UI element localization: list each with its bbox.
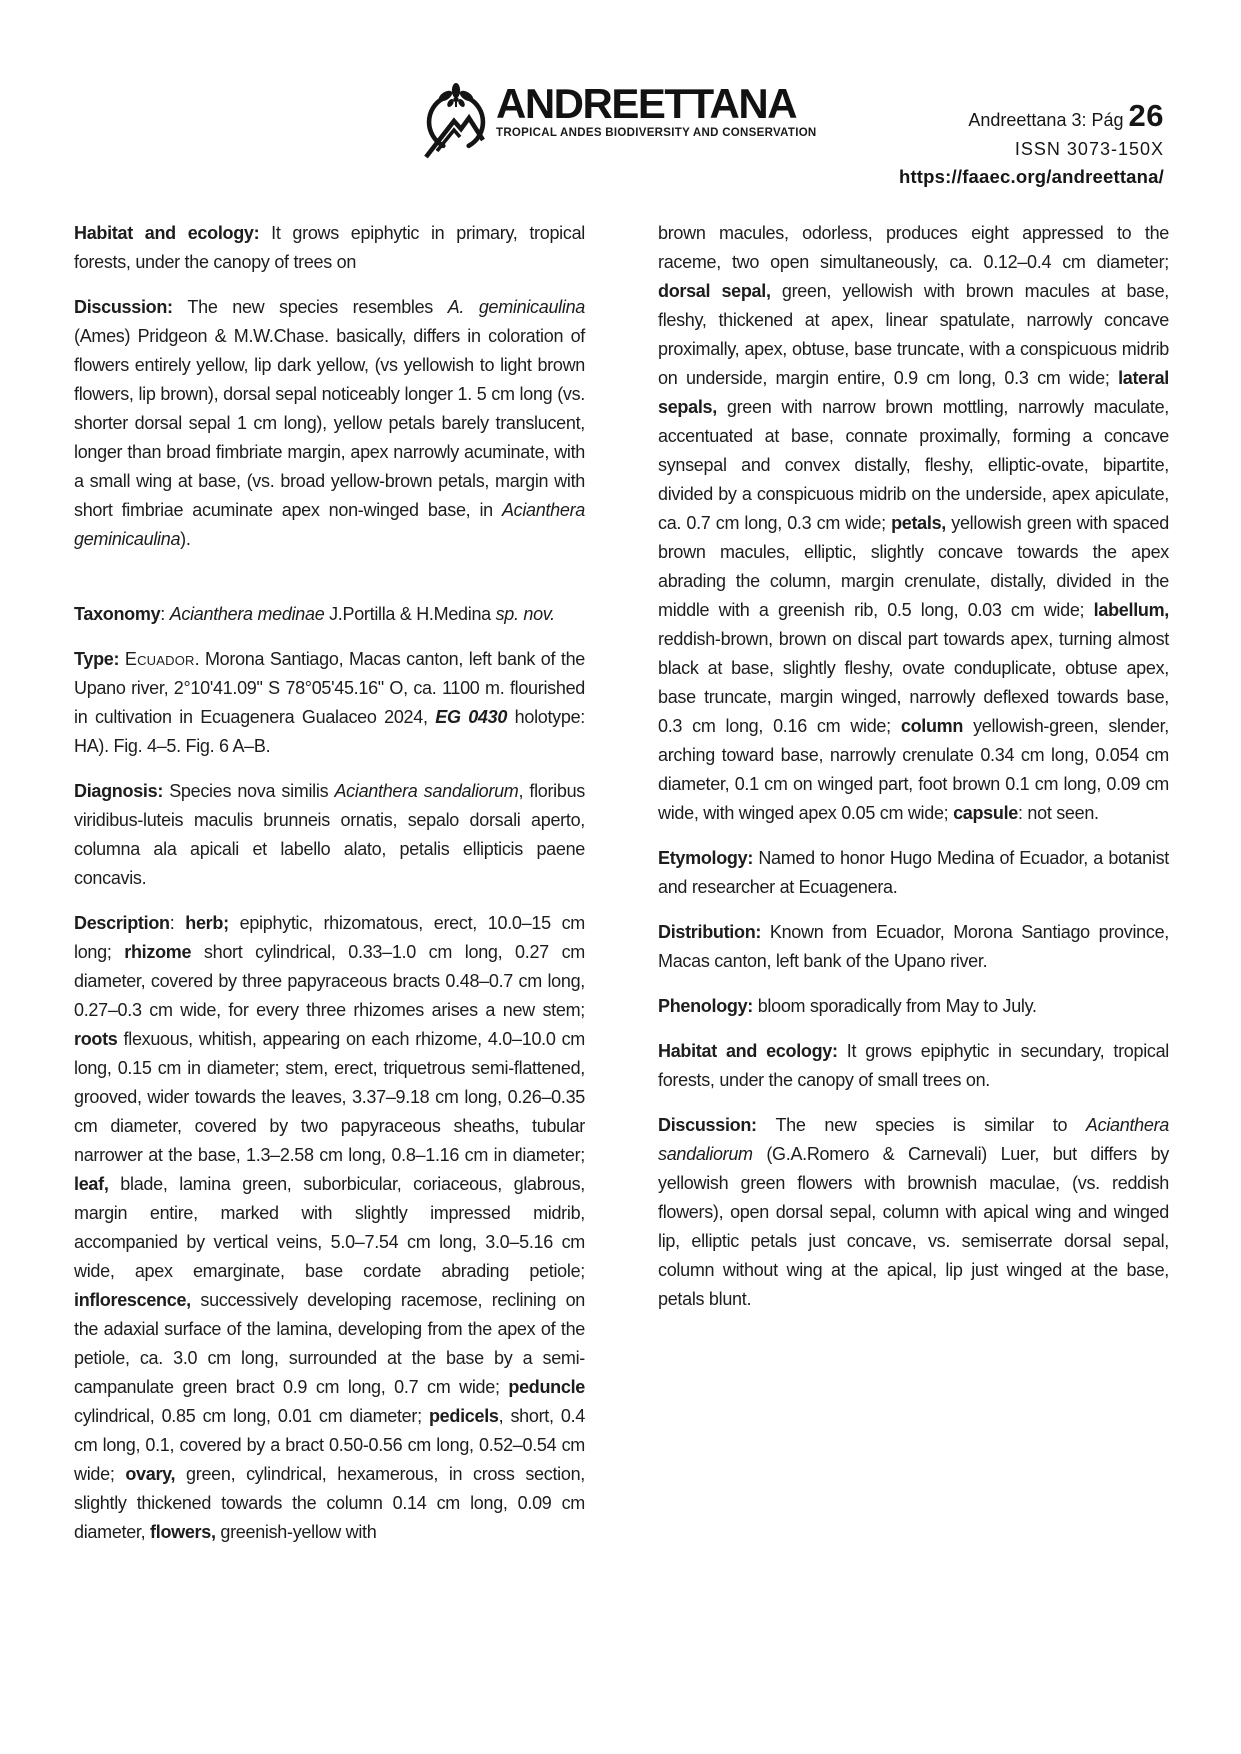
text-run: (G.A.Romero & Carnevali) Luer, but differs by yellowish green flowers with brownish maculae, (vs. reddish flowers), open dorsal sepal, column with apical wing and winged lip, elliptic petals just concave, vs. semiserrate dorsal sepal, column without wing at the apical, lip just winged at the base, petals blunt. <box>658 1144 1169 1309</box>
text-run: yellowish green with spaced brown macules, elliptic, slightly concave towards the apex abrading the column, margin crenulate, distally, divided in the middle with a greenish rib, 0.5 long, 0.03 cm wide; <box>658 513 1169 620</box>
issn: ISSN 3073-150X <box>1014 139 1164 159</box>
orchid-mountain-logo-icon <box>421 82 491 160</box>
text-run: Habitat and ecology: <box>658 1041 847 1061</box>
section-diagnosis <box>74 777 585 893</box>
text-run: Description <box>74 913 170 933</box>
section-description <box>74 909 585 1547</box>
issue-label: Andreettana 3: Pág <box>968 110 1124 130</box>
text-run: : not seen. <box>1018 803 1099 823</box>
text-run: Acianthera medinae <box>169 604 325 624</box>
text-run: Distribution: <box>658 922 770 942</box>
text-run: Etymology: <box>658 848 759 868</box>
journal-url[interactable]: https://faaec.org/andreettana/ <box>898 166 1164 187</box>
journal-tagline: TROPICAL ANDES BIODIVERSITY AND CONSERVATION <box>496 127 817 139</box>
text-run: rhizome <box>124 942 192 962</box>
section-habitat-ecology-secondary <box>658 1037 1169 1095</box>
text-run: cylindrical, 0.85 cm long, 0.01 cm diameter; <box>74 1406 429 1426</box>
text-run: roots <box>74 1029 118 1049</box>
text-run: Taxonomy <box>74 604 161 624</box>
text-run: dorsal sepal, <box>658 281 771 301</box>
text-run: epiphytic, rhizomatous, erect, 10.0–15 cm long; <box>74 913 586 962</box>
journal-wordmark: ANDREETTANA <box>496 80 797 127</box>
text-run: ). <box>180 529 191 549</box>
left-column <box>74 219 585 1563</box>
section-discussion-first <box>74 293 585 554</box>
text-run: Acianthera sandaliorum <box>658 1115 1169 1164</box>
text-run: yellowish-green, slender, arching toward base, narrowly crenulate 0.34 cm long, 0.054 cm diameter, 0.1 cm on winged part, foot brown 0.1 cm long, 0.09 cm wide, with winged apex 0.05 cm wide; <box>658 716 1169 823</box>
text-run: The new species resembles <box>187 297 448 317</box>
text-run: . Morona Santiago, Macas canton, left bank of the Upano river, 2°10'41.09" S 78°05'45.16" O, ca. 1100 m. flourished in cultivation in Ecuagenera Gualaceo 2024, <box>74 649 585 727</box>
logo-text <box>496 82 817 139</box>
text-run: The new species is similar to <box>775 1115 1086 1135</box>
text-run: Species nova similis <box>169 781 335 801</box>
text-run: blade, lamina green, suborbicular, coriaceous, glabrous, margin entire, marked with slightly impressed midrib, accompanied by vertical veins, 5.0–7.54 cm long, 3.0–5.16 cm wide, apex emarginate, base cordate abrading petiole; <box>74 1174 585 1281</box>
section-etymology <box>658 844 1169 902</box>
text-run: sp. nov. <box>495 604 555 624</box>
text-run: Discussion: <box>74 297 188 317</box>
text-run: Ecuador <box>124 649 195 669</box>
section-distribution <box>658 918 1169 976</box>
text-run: greenish-yellow with <box>215 1522 377 1542</box>
text-run: green, cylindrical, hexamerous, in cross section, slightly thickened towards the column 0.14 cm long, 0.09 cm diameter, <box>74 1464 585 1542</box>
text-run: flexuous, whitish, appearing on each rhizome, 4.0–10.0 cm long, 0.15 cm in diameter; stem, erect, triquetrous semi-flattened, grooved, wider towards the leaves, 3.37–9.18 cm long, 0.26–0.35 cm diameter, covered by two papyraceous sheaths, tubular narrower at the base, 1.3–2.58 cm long, 0.8–1.16 cm in diameter; <box>74 1029 585 1165</box>
text-run: inflorescence, <box>74 1290 191 1310</box>
text-run: flowers, <box>150 1522 216 1542</box>
section-type <box>74 645 585 761</box>
text-run: successively developing racemose, reclining on the adaxial surface of the lamina, developing from the apex of the petiole, ca. 3.0 cm long, surrounded at the base by a semi-campanulate green bract 0.9 cm long, 0.7 cm wide; <box>74 1290 585 1397</box>
text-run: It grows epiphytic in primary, tropical forests, under the canopy of trees on <box>74 223 585 272</box>
page-number: 26 <box>1128 98 1164 133</box>
text-run: J.Portilla & H.Medina <box>324 604 496 624</box>
text-run: It grows epiphytic in secundary, tropical forests, under the canopy of small trees on. <box>658 1041 1169 1090</box>
text-run: ovary, <box>125 1464 176 1484</box>
journal-logo <box>421 82 817 160</box>
text-run: Acianthera geminicaulina <box>74 500 585 549</box>
text-run: , short, 0.4 cm long, 0.1, covered by a bract 0.50-0.56 cm long, 0.52–0.54 cm wide; <box>74 1406 585 1484</box>
text-run: labellum, <box>1093 600 1169 620</box>
text-run: reddish-brown, brown on discal part towards apex, turning almost black at base, slightly fleshy, ovate conduplicate, obtuse apex, base truncate, margin winged, narrowly deflexed towards base, 0.3 cm long, 0.16 cm wide; <box>658 629 1169 736</box>
text-run: bloom sporadically from May to July. <box>757 996 1037 1016</box>
text-run: Type: <box>74 649 125 669</box>
section-phenology <box>658 992 1169 1021</box>
text-run: column <box>900 716 964 736</box>
text-run: Diagnosis: <box>74 781 170 801</box>
text-run: : <box>169 913 186 933</box>
section-taxonomy <box>74 600 585 629</box>
right-column <box>658 219 1169 1330</box>
text-run: peduncle <box>508 1377 585 1397</box>
text-run: brown macules, odorless, produces eight appressed to the raceme, two open simultaneously, ca. 0.12–0.4 cm diameter; <box>658 223 1169 272</box>
text-run: (Ames) Pridgeon & M.W.Chase. basically, differs in coloration of flowers entirely yellow, lip dark yellow, (vs yellowish to light brown flowers, lip brown), dorsal sepal noticeably longer 1. 5 cm long (vs. shorter dorsal sepal 1 cm long), yellow petals barely translucent, longer than broad fimbriate margin, apex narrowly acuminate, with a small wing at base, (vs. broad yellow-brown petals, margin with short fimbriae acuminate apex non-winged base, in <box>74 326 585 520</box>
text-run: green, yellowish with brown macules at base, fleshy, thickened at apex, linear spatulate, narrowly concave proximally, apex, obtuse, base truncate, with a conspicuous midrib on underside, margin entire, 0.9 cm long, 0.3 cm wide; <box>658 281 1169 388</box>
text-run: herb; <box>185 913 229 933</box>
text-run: holotype: HA). Fig. 4–5. Fig. 6 A–B. <box>74 707 586 756</box>
section-description-continued <box>658 219 1169 828</box>
text-run: Discussion: <box>658 1115 776 1135</box>
text-run: petals, <box>891 513 946 533</box>
text-run: : <box>160 604 170 624</box>
text-run: pedicels <box>428 1406 499 1426</box>
issue-info <box>899 98 1164 188</box>
text-run: lateral sepals, <box>658 368 1169 417</box>
text-run: green with narrow brown mottling, narrowly maculate, accentuated at base, connate proximally, forming a concave synsepal and convex distally, fleshy, elliptic-ovate, bipartite, divided by a conspicuous midrib on the underside, apex apiculate, ca. 0.7 cm long, 0.3 cm wide; <box>658 397 1169 533</box>
text-run: short cylindrical, 0.33–1.0 cm long, 0.27 cm diameter, covered by three papyraceous bracts 0.48–0.7 cm long, 0.27–0.3 cm wide, for every three rhizomes arises a new stem; <box>74 942 586 1020</box>
text-run: leaf, <box>74 1174 109 1194</box>
text-run: Named to honor Hugo Medina of Ecuador, a botanist and researcher at Ecuagenera. <box>658 848 1169 897</box>
text-run: capsule <box>953 803 1018 823</box>
text-run: Habitat and ecology: <box>74 223 272 243</box>
text-run: EG 0430 <box>435 707 508 727</box>
text-run: Phenology: <box>658 996 758 1016</box>
text-run: Known from Ecuador, Morona Santiago province, Macas canton, left bank of the Upano river. <box>658 922 1169 971</box>
text-run: A. geminicaulina <box>447 297 585 317</box>
section-habitat-ecology-primary <box>74 219 585 277</box>
issue-line <box>899 98 1164 138</box>
text-run: , floribus viridibus-luteis maculis brunneis ornatis, sepalo dorsali aperto, columna ala apicali et labello alato, petalis ellipticis paene concavis. <box>74 781 586 888</box>
section-discussion-second <box>658 1111 1169 1314</box>
text-run: Acianthera sandaliorum <box>334 781 519 801</box>
